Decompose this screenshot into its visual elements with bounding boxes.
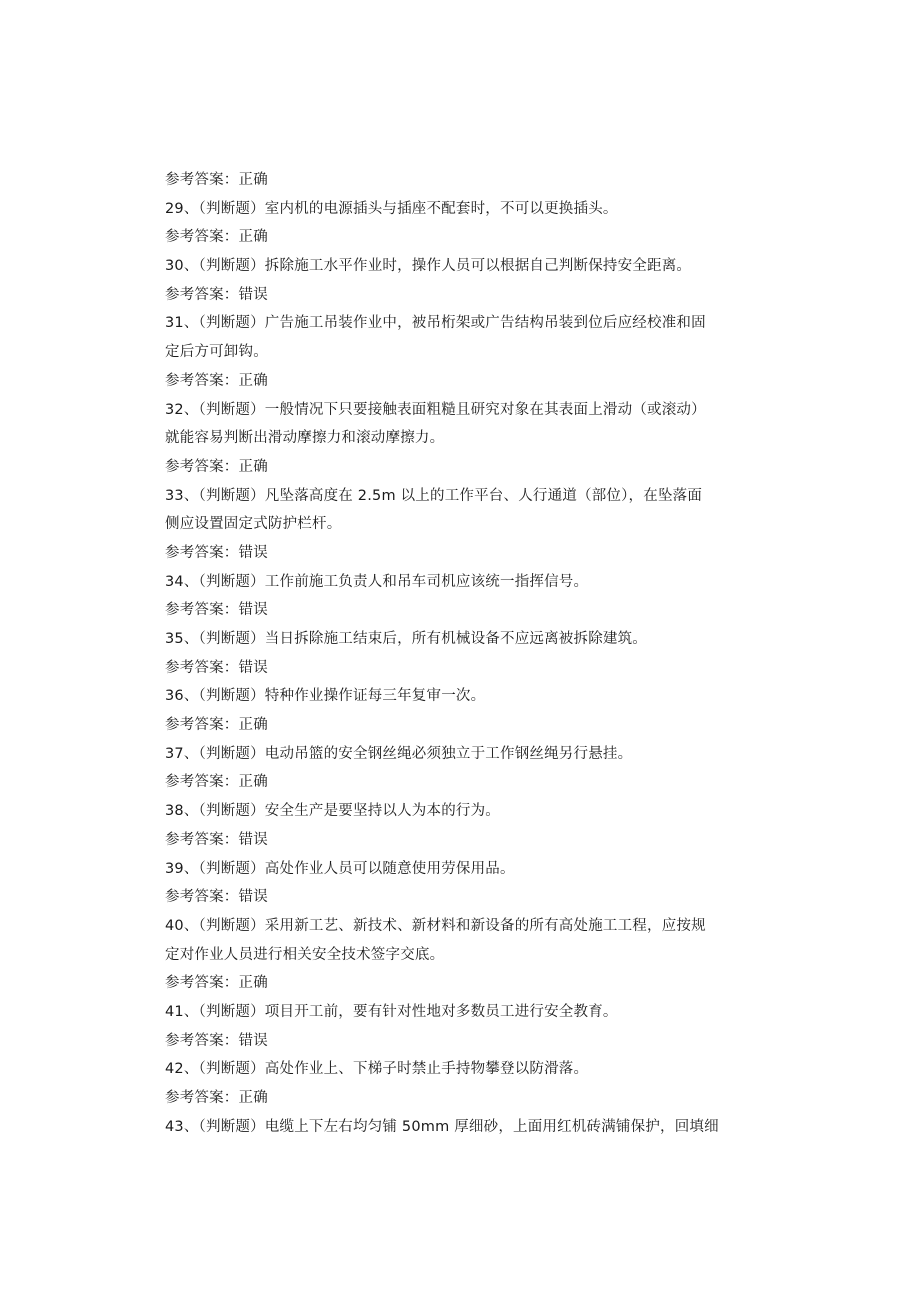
question-38: 38、（判断题）安全生产是要坚持以人为本的行为。 [165, 803, 500, 820]
question-42: 42、（判断题）高处作业上、下梯子时禁止手持物攀登以防滑落。 [165, 1061, 589, 1078]
answer-line: 参考答案：错误 [165, 831, 268, 848]
question-43: 43、（判断题）电缆上下左右均匀铺 50mm 厚细砂，上面用红机砖满铺保护，回填细 [165, 1118, 719, 1135]
answer-line: 参考答案：正确 [165, 172, 268, 188]
answer-line: 参考答案：错误 [165, 286, 268, 303]
question-29: 29、（判断题）室内机的电源插头与插座不配套时，不可以更换插头。 [165, 200, 618, 217]
question-30: 30、（判断题）拆除施工水平作业时，操作人员可以根据自己判断保持安全距离。 [165, 258, 692, 275]
question-40: 40、（判断题）采用新工艺、新技术、新材料和新设备的所有高处施工工程，应按规 [165, 917, 706, 934]
question-31-continuation: 定后方可卸钩。 [165, 344, 268, 361]
question-33-continuation: 侧应设置固定式防护栏杆。 [165, 516, 342, 533]
question-36: 36、（判断题）特种作业操作证每三年复审一次。 [165, 688, 486, 705]
answer-line: 参考答案：错误 [165, 544, 268, 561]
answer-line: 参考答案：正确 [165, 975, 268, 992]
answer-line: 参考答案：错误 [165, 889, 268, 906]
document-body [165, 166, 755, 1141]
answer-line: 参考答案：错误 [165, 659, 268, 676]
question-33: 33、（判断题）凡坠落高度在 2.5m 以上的工作平台、人行通道（部位），在坠落面 [165, 487, 703, 504]
question-32: 32、（判断题）一般情况下只要接触表面粗糙且研究对象在其表面上滑动（或滚动） [165, 401, 706, 418]
answer-line: 参考答案：正确 [165, 1090, 268, 1106]
question-37: 37、（判断题）电动吊篮的安全钢丝绳必须独立于工作钢丝绳另行悬挂。 [165, 745, 633, 762]
answer-line: 参考答案：错误 [165, 602, 268, 619]
question-41: 41、（判断题）项目开工前，要有针对性地对多数员工进行安全教育。 [165, 1003, 618, 1020]
question-31: 31、（判断题）广告施工吊装作业中，被吊桁架或广告结构吊装到位后应经校准和固 [165, 315, 706, 332]
answer-line: 参考答案：正确 [165, 774, 268, 791]
question-34: 34、（判断题）工作前施工负责人和吊车司机应该统一指挥信号。 [165, 573, 589, 590]
answer-line: 参考答案：正确 [165, 717, 268, 734]
question-39: 39、（判断题）高处作业人员可以随意使用劳保用品。 [165, 860, 515, 877]
answer-line: 参考答案：正确 [165, 229, 268, 246]
answer-line: 参考答案：正确 [165, 458, 268, 475]
question-32-continuation: 就能容易判断出滑动摩擦力和滚动摩擦力。 [165, 430, 445, 447]
question-40-continuation: 定对作业人员进行相关安全技术签字交底。 [165, 946, 445, 963]
question-35: 35、（判断题）当日拆除施工结束后，所有机械设备不应远离被拆除建筑。 [165, 631, 647, 647]
answer-line: 参考答案：错误 [165, 1032, 268, 1049]
answer-line: 参考答案：正确 [165, 372, 268, 389]
